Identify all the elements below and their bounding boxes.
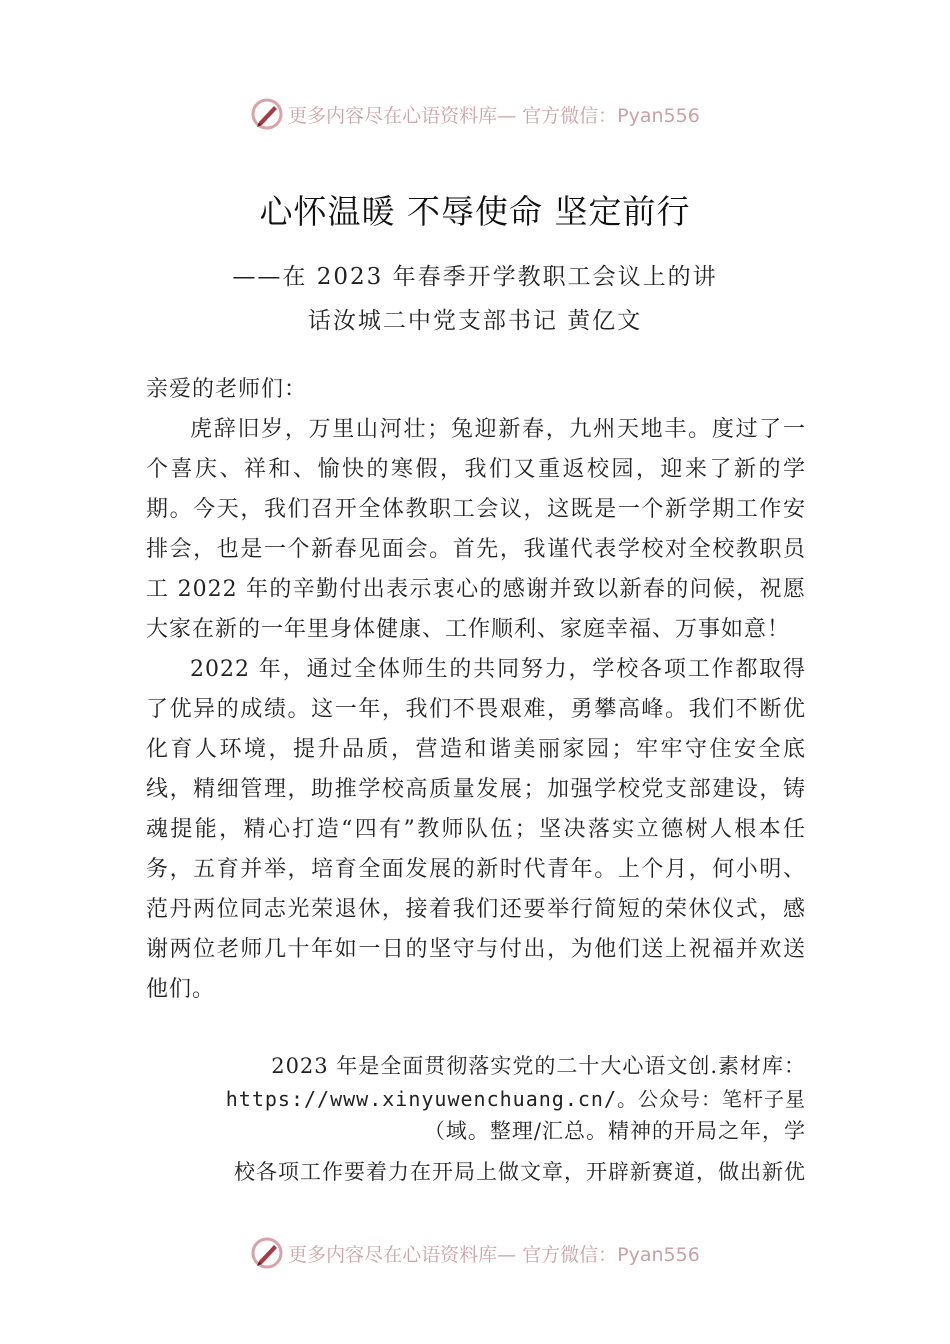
document-subtitle-line2: 话汝城二中党支部书记 黄亿文	[307, 308, 643, 334]
watermark-site-text: 更多内容尽在心语资料库—	[288, 1243, 517, 1266]
watermark-site-text: 更多内容尽在心语资料库—	[288, 104, 517, 127]
paragraph: 虎辞旧岁，万里山河壮；兔迎新春，九州天地丰。度过了一个喜庆、祥和、愉快的寒假，我们又重返校园，迎来了新的学期。今天，我们召开全体教职工会议，这既是一个新学期工作安排会，也是一个新春见面会。首先，我谨代表学校对全校教职员工 2022 年的辛勤付出表示衷心的感谢并致以新春的问候，祝愿大家在新的一年里身体健康、工作顺利、家庭幸福、万事如意！	[146, 417, 806, 642]
pen-logo-icon	[250, 97, 284, 131]
pen-logo-icon	[250, 1236, 284, 1270]
tail-line: （域。整理/汇总。精神的开局之年，学	[423, 1119, 806, 1143]
document-subtitle-line1: ——在 2023 年春季开学教职工会议上的讲	[232, 264, 718, 290]
greeting: 亲爱的老师们：	[146, 377, 308, 402]
watermark-wechat-text: 官方微信：Pyan556	[522, 1243, 700, 1266]
paragraph: 2022 年，通过全体师生的共同努力，学校各项工作都取得了优异的成绩。这一年，我们不畏艰难，勇攀高峰。我们不断优化育人环境，提升品质，营造和谐美丽家园；牢牢守住安全底线，精细管理，助推学校高质量发展；加强学校党支部建设，铸魂提能，精心打造“四有”教师队伍；坚决落实立德树人根本任务，五育并举，培育全面发展的新时代青年。上个月，何小明、范丹两位同志光荣退休，接着我们还要举行简短的荣休仪式，感谢两位老师几十年如一日的坚守与付出，为他们送上祝福并欢送他们。	[146, 657, 806, 1002]
watermark-footer	[0, 1233, 950, 1273]
tail-line: 2023 年是全面贯彻落实党的二十大心语文创.素材库：	[271, 1054, 806, 1078]
watermark-wechat-text: 官方微信：Pyan556	[522, 104, 700, 127]
tail-line: https://www.xinyuwenchuang.cn/。公众号：笔杆子星	[225, 1087, 806, 1111]
watermark-header	[0, 94, 950, 134]
tail-line: 校各项工作要着力在开局上做文章，开辟新赛道，做出新优	[234, 1160, 806, 1184]
document-title: 心怀温暖 不辱使命 坚定前行	[259, 192, 691, 231]
document-body	[146, 370, 806, 1010]
